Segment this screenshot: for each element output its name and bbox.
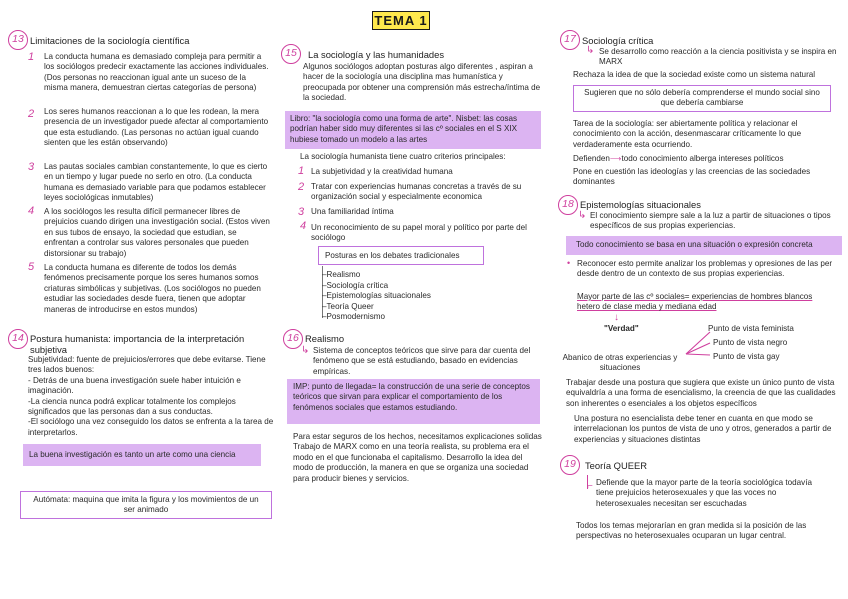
- highlight-text: Libro: "la sociología como una forma de arte". Nisbet: las cosas podrían haber sido muy diferentes si las cº sociales en el S XIX hubiese tomado un modelo a las artes: [290, 114, 518, 144]
- item-number: 1: [298, 165, 305, 177]
- section-body: Mayor parte de las cº sociales= experiencias de hombres blancos hetero de clase media y mediana edad: [577, 292, 813, 312]
- list-item-text: La conducta humana es demasiado compleja para permitir a los sociólogos predecir exactamente las acciones individuales. (Dos personas no reaccionan igual ante un suceso de la misma manera, demuestran ciertas categorías de persona): [44, 52, 269, 93]
- section-body: Subjetividad: fuente de prejuicios/errores que debe evitarse. Tiene tres lados buenos: - Detrás de una buena investigación suele haber intuición e imaginación. -La ciencia nunca podrá explicar totalmente los complejos significados que las personas dan a sus conductas. -El sociólogo una vez conseguido los datos se enfrenta a la tarea de interpretarlos.: [28, 355, 274, 437]
- section-number-18: 18: [558, 195, 578, 215]
- boxed-note-text: Sugieren que no sólo debería comprenderse el mundo social sino que debería cambiarse: [584, 88, 820, 108]
- postures-box: [318, 246, 484, 265]
- section-body: Una postura no esencialista debe tener en cuanta en que modo se interrelacionan los puntos de vista de uno y otros, generados a partir de experiencias y situaciones distintas: [574, 414, 832, 444]
- postures-box-text: Posturas en los debates tradicionales: [325, 251, 460, 260]
- item-number: 4: [28, 205, 35, 217]
- posture-item: –Posmodernismo: [322, 312, 385, 322]
- item-number: 3: [298, 206, 305, 218]
- section-number-14: 14: [8, 329, 28, 349]
- posture-item: –Sociología crítica: [322, 280, 389, 290]
- arrow-icon: ⌐: [587, 481, 593, 492]
- list-item-text: Las pautas sociales cambian constantemente, lo que es cierto en un tiempo y lugar puede no serlo en otro. (La conducta humana es demasiado variable para que podamos establecer leyes sociológicas inmutables): [44, 162, 268, 203]
- arrow-icon: ↳: [578, 210, 587, 221]
- item-number: 4: [300, 220, 307, 232]
- section-number-15: 15: [281, 44, 301, 64]
- arrow-icon: ⟶: [609, 154, 622, 163]
- viewpoint-item: Punto de vista negro: [713, 338, 788, 347]
- postures-list: [322, 270, 431, 323]
- abanico-text: Abanico de otras experiencias y situaciones: [562, 353, 678, 373]
- section-number-16: 16: [283, 329, 303, 349]
- section-arrow-text: Se desarrollo como reacción a la ciencia positivista y se inspira en MARX: [599, 47, 837, 67]
- boxed-note-text: Autómata: maquina que imita la figura y los movimientos de un ser animado: [33, 495, 259, 515]
- section-heading: Limitaciones de la sociología científica: [30, 35, 190, 46]
- list-item-text: La conducta humana es diferente de todos los demás fenómenos precisamente porque los seres humanos somos criaturas simbólicas y subjetivas. (Los sociólogos no pueden estudiar las sociedades desde fuera, tienen que adoptar maneras de introducirse en estos mundos): [44, 263, 261, 314]
- criteria-item: Un reconocimiento de su papel moral y político por parte del sociólogo: [311, 223, 527, 243]
- item-number: 2: [298, 181, 305, 193]
- section-number-13: 13: [8, 30, 28, 50]
- highlight-box: [287, 379, 540, 424]
- defienden-line: Defienden⟶todo conocimiento alberga intereses políticos: [573, 154, 784, 163]
- highlight-text: IMP: punto de llegada= la construcción de una serie de conceptos teóricos que sirvan para explicar el comportamiento de los fenómenos sociales que estamos estudiando.: [293, 382, 530, 412]
- section-body: Sistema de conceptos teóricos que sirve para dar cuenta del fenómeno que se está estudiando, basado en evidencias empíricas.: [313, 346, 531, 376]
- section-heading: La sociología y las humanidades: [308, 49, 445, 60]
- section-arrow-text: Defiende que la mayor parte de la teoría sociológica todavía tiene prejuicios heterosexuales y que las voces no heterosexuales necesitan ser escuchadas: [596, 478, 812, 508]
- bullet-icon: •: [567, 258, 571, 268]
- posture-item: –Realismo: [322, 270, 361, 279]
- criteria-intro: La sociología humanista tiene cuatro criterios principales:: [300, 152, 506, 161]
- section-heading: Postura humanista: importancia de la interpretación subjetiva: [30, 333, 245, 355]
- section-number-17: 17: [560, 30, 580, 50]
- boxed-note: [20, 491, 272, 519]
- item-number: 5: [28, 261, 35, 273]
- section-heading: Sociología crítica: [582, 35, 654, 46]
- section-body: Rechaza la idea de que la sociedad existe como un sistema natural: [573, 70, 816, 79]
- arrow-down-icon: ↓: [614, 312, 619, 323]
- section-body: Pone en cuestión las ideologías y las creencias de las sociedades dominantes: [573, 167, 811, 187]
- criteria-item: Tratar con experiencias humanas concretas a través de su organización social y especialmente economica: [311, 182, 522, 202]
- section-body: Reconocer esto permite analizar los problemas y opresiones de las per desde dentro de un contexto de sus propias experiencias.: [577, 259, 833, 279]
- branch-lines: [676, 326, 712, 358]
- section-heading: Teoría QUEER: [585, 460, 647, 471]
- section-body: Tarea de la sociología: ser abiertamente política y relacionar el conocimiento con la acción, desenmascarar críticamente lo que verdaderamente esta ocurriendo.: [573, 119, 802, 149]
- item-number: 3: [28, 161, 35, 173]
- highlight-box: [285, 111, 541, 149]
- section-heading: Epistemologías situacionales: [580, 199, 701, 210]
- highlight-box: [23, 444, 261, 466]
- criteria-item: La subjetividad y la creatividad humana: [311, 167, 453, 176]
- highlight-text: Todo conocimiento se basa en una situación o expresión concreta: [576, 240, 813, 249]
- item-number: 1: [28, 51, 35, 63]
- section-body: Todos los temas mejorarían en gran medida si la posición de las perspectivas no heterosexuales ocuparan un lugar central.: [576, 521, 807, 541]
- arrow-icon: ↳: [301, 345, 310, 356]
- list-item-text: A los sociólogos les resulta difícil permanecer libres de prejuicios cuando dirigen una investigación social. (Estos viven en sus tubos de ensayo, la sociedad que estudian, se enfrentan a controlar sus valores personales que pueden distorsionar su trabajo): [44, 207, 270, 258]
- list-item-text: Los seres humanos reaccionan a lo que les rodean, la mera presencia de un investigador puede afectar al comportamiento que esta estudiando. (Las personas no actúan igual cuando sienten que les están observando): [44, 107, 269, 148]
- section-body: Algunos sociólogos adoptan posturas algo diferentes , aspiran a hacer de la sociología una disciplina mas humanística y preocupada por obtener una comprensión más estrecha/íntima de la sociedad.: [303, 62, 541, 103]
- section-body: Trabajar desde una postura que sugiera que existe un único punto de vista equivaldría a una forma de esencialismo, la creencia de que las cualidades son inherentes o esenciales a los objetos específicos: [566, 378, 836, 408]
- criteria-item: Una familiaridad íntima: [311, 207, 394, 216]
- posture-item: –Epistemologías situacionales: [322, 291, 431, 301]
- section-number-19: 19: [560, 455, 580, 475]
- boxed-note: [573, 85, 831, 112]
- verdad-label: "Verdad": [604, 324, 639, 333]
- posture-item: –Teoría Queer: [322, 301, 374, 311]
- section-body: Para estar seguros de los hechos, necesitamos explicaciones solidas Trabajo de MARX como en una teoría realista, su problema era el modo en el que funcionaba el capitalismo. Desarrollo la idea del modo de producción, la manera en que se organiza una sociedad para producir bienes y servicios.: [293, 432, 542, 483]
- section-heading: Realismo: [305, 333, 345, 344]
- viewpoint-item: Punto de vista gay: [713, 352, 780, 361]
- highlight-box: [566, 236, 842, 255]
- section-arrow-text: El conocimiento siempre sale a la luz a partir de situaciones o tipos específicos de sus propias experiencias.: [590, 211, 831, 231]
- arrow-icon: ↳: [586, 45, 595, 56]
- viewpoint-item: Punto de vista feminista: [708, 324, 794, 333]
- page-title: TEMA 1: [372, 11, 430, 30]
- highlight-text: La buena investigación es tanto un arte como una ciencia: [29, 450, 236, 459]
- item-number: 2: [28, 108, 35, 120]
